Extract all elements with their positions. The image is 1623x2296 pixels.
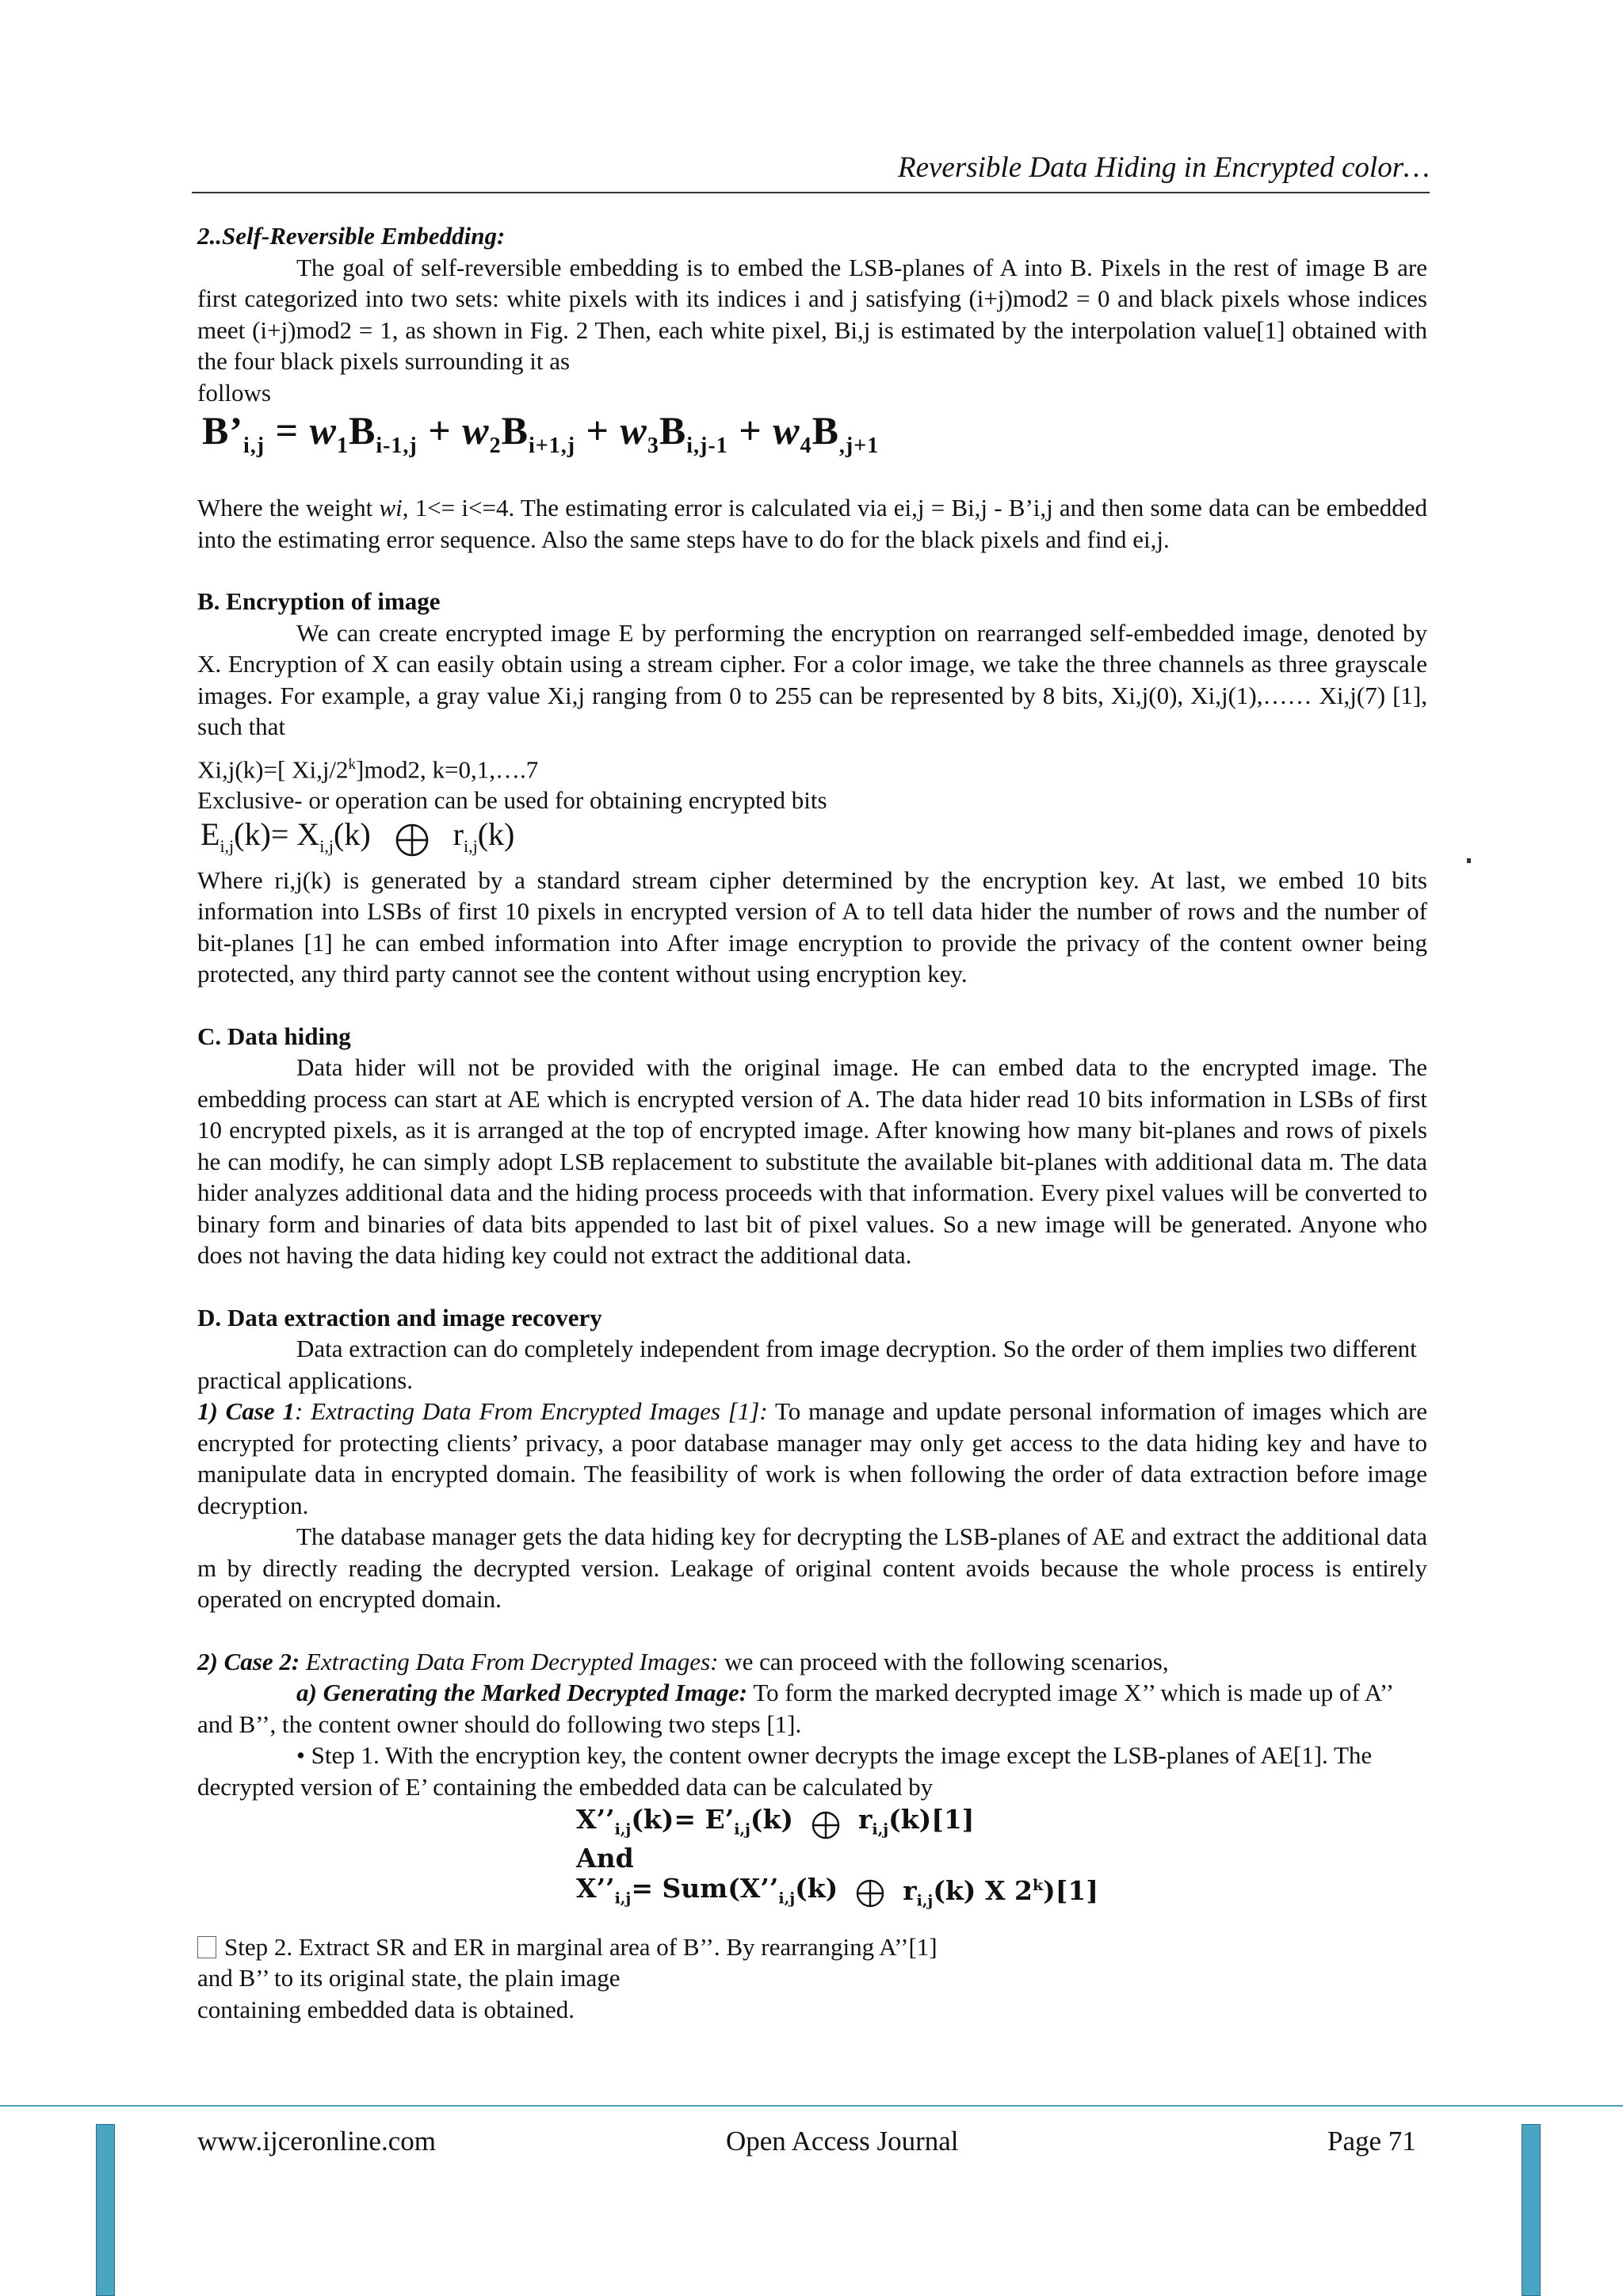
page-body — [197, 220, 1427, 2025]
paragraph: The goal of self-reversible embedding is to embed the LSB-planes of A into B. Pixels in the rest of image B are first categorized into two sets: white pixels with its indices i and j satisfying (i+j)mod2 = 0 and black pixels whose indices meet (i+j)mod2 = 1, as shown in Fig. 2 Then, each white pixel, Bi,j is estimated by the interpolation value[1] obtained with the four black pixels surrounding it as — [197, 253, 1427, 375]
section-heading-data-hiding: C. Data hiding — [197, 1022, 351, 1050]
section-heading-self-reversible: 2..Self-Reversible Embedding: — [197, 222, 506, 250]
stray-mark — [1467, 858, 1471, 863]
footer-rule — [0, 2105, 1623, 2107]
paragraph-step2-cont: containing embedded data is obtained. — [197, 1995, 575, 2023]
footer-website: www.ijceronline.com — [197, 2126, 436, 2157]
paragraph: Where ri,j(k) is generated by a standard stream cipher determined by the encryption key. At last, we embed 10 bits information into LSBs of first 10 pixels in encrypted version of A to tell data hider the number of rows and the number of bit-planes [1] he can embed information into After image encryption to provide the privacy of the content owner being protected, any third party cannot see the content without using encryption key. — [197, 865, 1427, 988]
paragraph-case1: 1) Case 1: Extracting Data From Encrypted Images [1]: To manage and update personal information of images which are encrypted for protecting clients’ privacy, a poor database manager may only get access to the data hiding key and have to manipulate data in encrypted domain. The feasibility of work is when following the order of data extraction before image decryption. — [197, 1397, 1427, 1519]
missing-glyph-box — [197, 1936, 216, 1958]
header-rule — [192, 192, 1430, 193]
xor-operator-icon — [855, 1878, 885, 1908]
xor-operator-icon — [811, 1810, 841, 1840]
formula-bit-decomposition: Xi,j(k)=[ Xi,j/2$^k$]mod2, k=0,1,….7 — [197, 755, 539, 783]
footer-page-number: Page 71 — [1327, 2126, 1416, 2157]
paragraph: We can create encrypted image E by performing the encryption on rearranged self-embedded image, denoted by X. Encryption of X can easily obtain using a stream cipher. For a color image, we take the three channels as three grayscale images. For example, a gray value Xi,j ranging from 0 to 255 can be represented by 8 bits, Xi,j(0), Xi,j(1),…… Xi,j(7) [1], such that — [197, 618, 1427, 740]
section-heading-extraction: D. Data extraction and image recovery — [197, 1303, 602, 1331]
paragraph-step1: • Step 1. With the encryption key, the content owner decrypts the image except the LSB-planes of AE[1]. The decrypted version of E’ containing the embedded data can be calculated by — [197, 1741, 1373, 1801]
equation-decryption: $X’’_{i,j}(k)=$ $E’_{i,j}(k)$ $r_{i,j}(k)[1]$ And $X’’_{i,j}=$ $Sum(X’’_{i,j}(k)$ $r_{i,j}(k)$ X 2$^k$)[1] — [576, 1804, 1098, 1910]
paragraph: The database manager gets the data hiding key for decrypting the LSB-planes of AE and extract the additional data m by directly reading the decrypted version. Leakage of original content avoids because the whole process is entirely operated on encrypted domain. — [197, 1522, 1427, 1614]
paragraph: Exclusive- or operation can be used for obtaining encrypted bits — [197, 786, 827, 815]
paragraph: Where the weight wi, 1<= i<=4. The estimating error is calculated via ei,j = Bi,j - B’i,j and then some data can be embedded into the estimating error sequence. Also the same steps have to do for the black pixels and find ei,j. — [197, 494, 1427, 553]
paragraph-step2-cont: and B’’ to its original state, the plain image — [197, 1964, 621, 1992]
section-heading-encryption: B. Encryption of image — [197, 587, 441, 615]
equation-interpolation: $B’_{i,j} = w_1B_{i-1,j} + w_2B_{i+1,j} + w_3B_{i,j-1} + w_4B_{,j+1}$ — [202, 408, 880, 458]
paragraph-end: follows — [197, 378, 271, 407]
paragraph-scenario-a: a) Generating the Marked Decrypted Image: To form the marked decrypted image X’’ which is made up of A’’ and B’’, the content owner should do following two steps [1]. — [197, 1679, 1392, 1738]
footer-side-bar-right — [1522, 2124, 1541, 2296]
footer-side-bar-left — [96, 2124, 115, 2296]
paragraph: Data hider will not be provided with the original image. He can embed data to the encrypted image. The embedding process can start at AE which is encrypted version of A. The data hider read 10 bits information in LSBs of first 10 encrypted pixels, as it is arranged at the top of encrypted image. After knowing how many bit-planes and rows of pixels he can modify, he can simply adopt LSB replacement to substitute the available bit-planes with additional data m. The data hider analyzes additional data and the hiding process proceeds with that information. Every pixel values will be converted to binary form and binaries of data bits appended to last bit of pixel values. So a new image will be generated. Anyone who does not having the data hiding key could not extract the additional data. — [197, 1053, 1427, 1270]
footer-journal: Open Access Journal — [726, 2126, 959, 2157]
equation-xor-encryption: $E_{i,j}(k)= X_{i,j}(k)$ $r_{i,j}(k)$ — [200, 816, 1427, 865]
paragraph-step2: Step 2. Extract SR and ER in marginal area of B’’. By rearranging A’’[1] — [197, 1931, 1427, 1963]
paragraph: Data extraction can do completely independent from image decryption. So the order of them implies two different practical applications. — [197, 1335, 1417, 1394]
paragraph-case2: 2) Case 2: Extracting Data From Decrypted Images: we can proceed with the following scenarios, — [197, 1647, 1169, 1675]
xor-operator-icon — [395, 823, 430, 858]
running-header: Reversible Data Hiding in Encrypted color… — [897, 151, 1430, 184]
